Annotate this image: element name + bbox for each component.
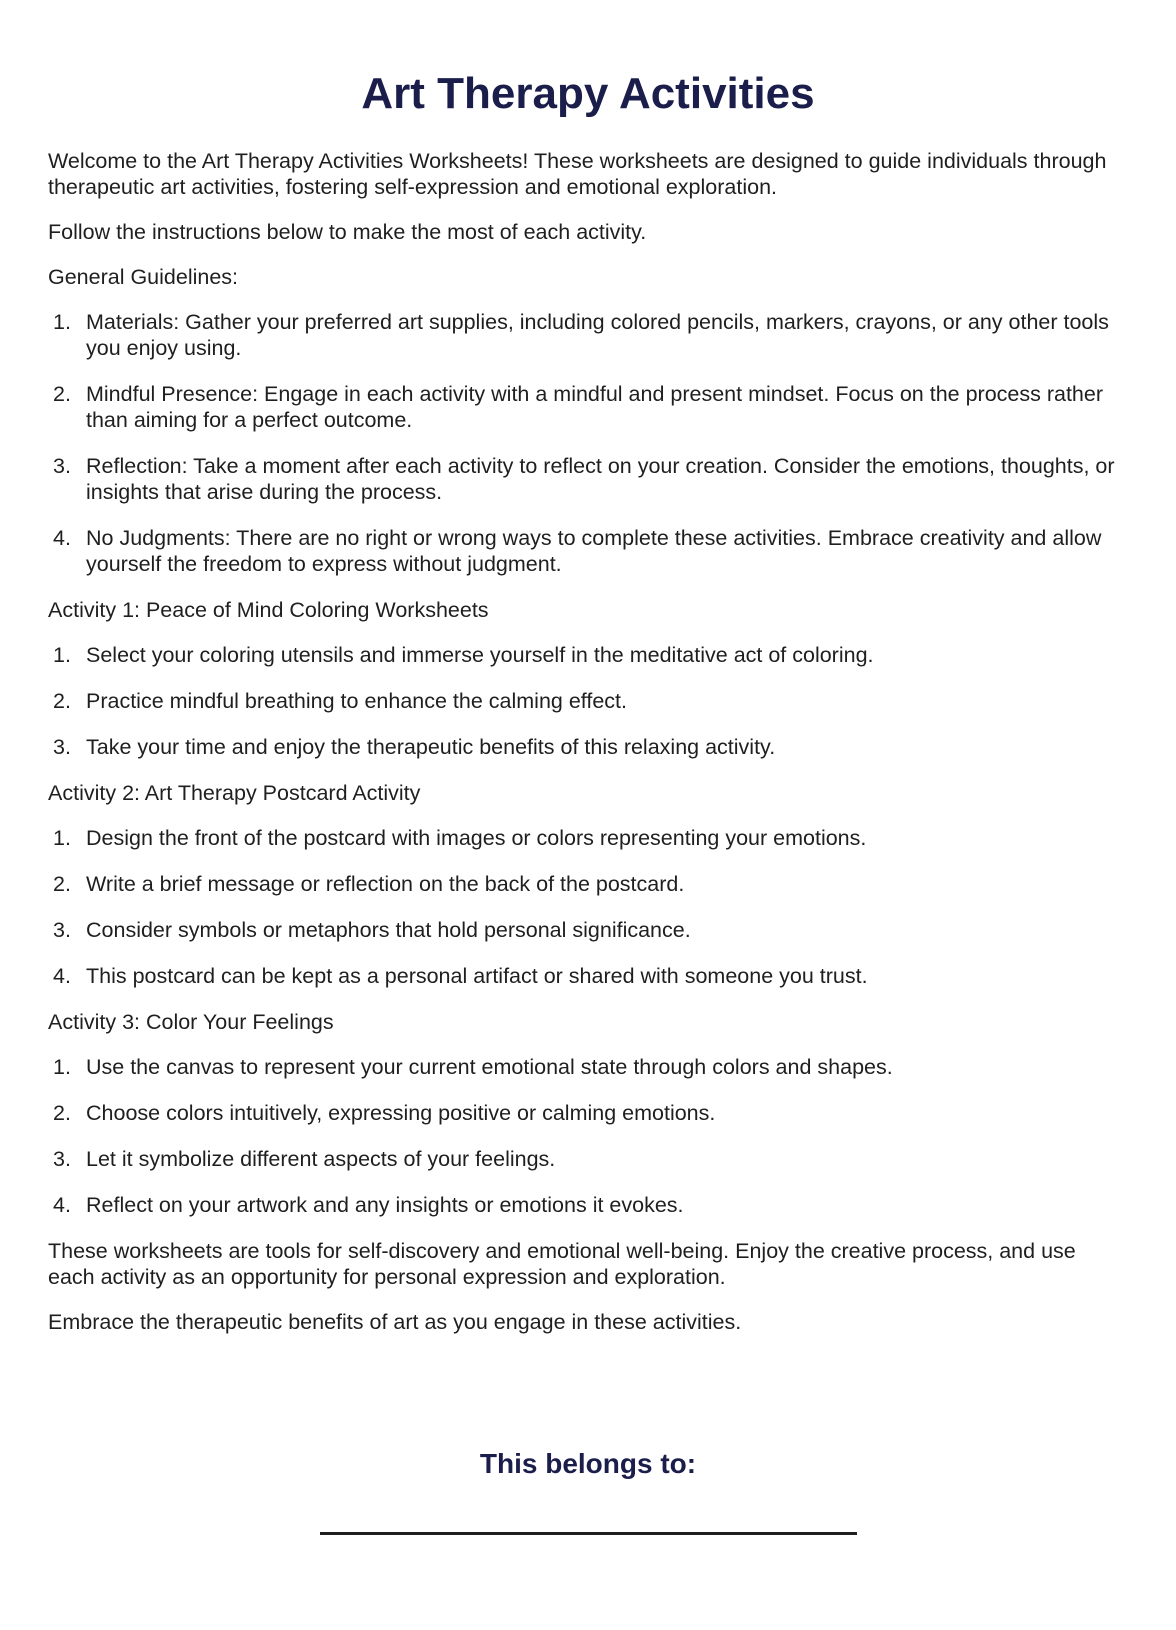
item-text: Let it symbolize different aspects of your feelings. [86,1147,556,1171]
list-item [48,453,1128,505]
guidelines-heading: General Guidelines: [48,265,239,289]
list-item [48,642,1128,668]
item-number: 3. [53,735,71,759]
activity3-heading: Activity 3: Color Your Feelings [48,1010,334,1034]
item-number: 2. [53,382,71,406]
item-number: 1. [53,643,71,667]
closing-paragraph: These worksheets are tools for self-discovery and emotional well-being. Enjoy the creative process, and use each activity as an opportunity for personal expression and exploration. [48,1239,1076,1289]
activity3-list [48,1054,1128,1218]
item-text: Use the canvas to represent your current emotional state through colors and shapes. [86,1055,893,1079]
item-text: Choose colors intuitively, expressing positive or calming emotions. [86,1101,716,1125]
list-item [48,825,1128,851]
list-item [48,871,1128,897]
item-text: Select your coloring utensils and immerse yourself in the meditative act of coloring. [86,643,874,667]
item-text: This postcard can be kept as a personal artifact or shared with someone you trust. [86,964,868,988]
worksheet-body [48,148,1128,1354]
item-number: 4. [53,526,71,550]
item-text: No Judgments: There are no right or wrong ways to complete these activities. Embrace creativity and allow yourself the freedom to express without judgment. [86,526,1102,576]
item-number: 3. [53,454,71,478]
item-number: 1. [53,1055,71,1079]
intro-paragraph: Welcome to the Art Therapy Activities Worksheets! These worksheets are designed to guide individuals through therapeutic art activities, fostering self-expression and emotional exploration. [48,149,1107,199]
list-item [48,309,1128,361]
item-text: Materials: Gather your preferred art supplies, including colored pencils, markers, crayons, or any other tools you enjoy using. [86,310,1109,360]
belongs-to-label: This belongs to: [479,1448,697,1479]
name-signature-line[interactable] [320,1532,857,1535]
item-number: 3. [53,918,71,942]
item-text: Practice mindful breathing to enhance the calming effect. [86,689,628,713]
list-item [48,917,1128,943]
item-number: 3. [53,1147,71,1171]
activity1-list [48,642,1128,760]
item-number: 1. [53,826,71,850]
item-number: 2. [53,689,71,713]
item-text: Write a brief message or reflection on the back of the postcard. [86,872,685,896]
list-item [48,1100,1128,1126]
list-item [48,525,1128,577]
intro-instructions: Follow the instructions below to make the most of each activity. [48,220,647,244]
list-item [48,381,1128,433]
item-number: 2. [53,872,71,896]
item-text: Mindful Presence: Engage in each activity with a mindful and present mindset. Focus on the process rather than aiming for a perfect outcome. [86,382,1104,432]
item-text: Reflect on your artwork and any insights or emotions it evokes. [86,1193,684,1217]
guidelines-list [48,309,1128,577]
page-title: Art Therapy Activities [361,69,815,118]
list-item [48,688,1128,714]
list-item [48,1192,1128,1218]
closing-line: Embrace the therapeutic benefits of art as you engage in these activities. [48,1310,742,1334]
list-item [48,1146,1128,1172]
item-text: Design the front of the postcard with images or colors representing your emotions. [86,826,867,850]
item-text: Reflection: Take a moment after each activity to reflect on your creation. Consider the emotions, thoughts, or insights that arise during the process. [86,454,1115,504]
list-item [48,1054,1128,1080]
activity1-heading: Activity 1: Peace of Mind Coloring Worksheets [48,598,489,622]
activity2-heading: Activity 2: Art Therapy Postcard Activity [48,781,421,805]
item-text: Consider symbols or metaphors that hold personal significance. [86,918,691,942]
item-text: Take your time and enjoy the therapeutic benefits of this relaxing activity. [86,735,776,759]
item-number: 1. [53,310,71,334]
item-number: 2. [53,1101,71,1125]
list-item [48,963,1128,989]
list-item [48,734,1128,760]
activity2-list [48,825,1128,989]
item-number: 4. [53,1193,71,1217]
item-number: 4. [53,964,71,988]
